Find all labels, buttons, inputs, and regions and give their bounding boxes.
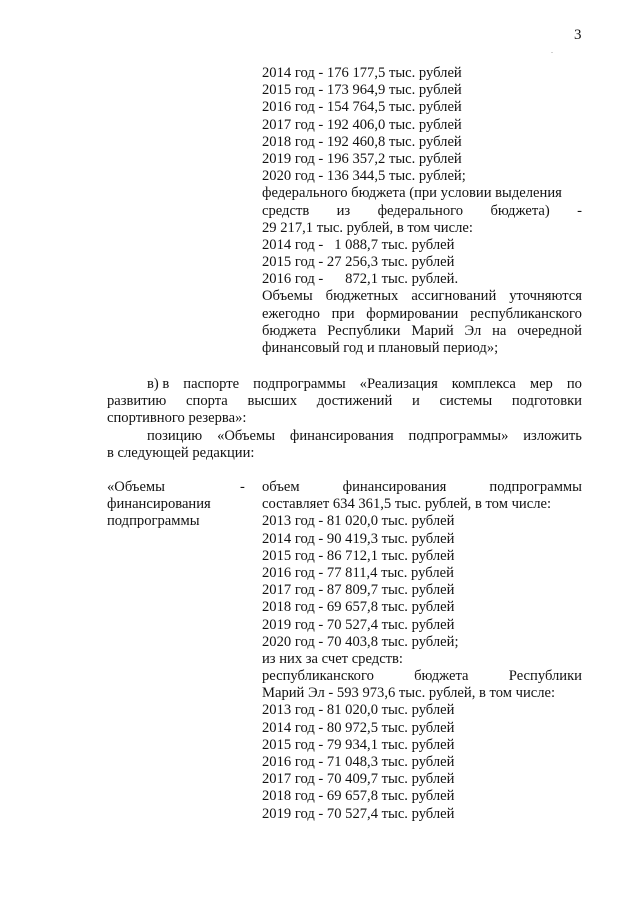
instruction-line-3: спортивного резерва»: xyxy=(107,410,247,427)
word: из xyxy=(336,202,351,219)
word: «Объемы xyxy=(217,427,276,444)
label-line: финансирования xyxy=(107,496,211,513)
federal-budget-line: федерального бюджета (при условии выделения xyxy=(262,185,562,202)
word: объем xyxy=(262,479,300,495)
word: подпрограммы xyxy=(489,479,582,495)
word: спорта xyxy=(186,393,228,410)
word: изложить xyxy=(523,427,582,444)
republican-year-line: 2015 год - 79 934,1 тыс. рублей xyxy=(262,736,455,753)
republican-year-line: 2013 год - 81 020,0 тыс. рублей xyxy=(262,702,455,719)
note-line xyxy=(262,288,582,305)
republican-year-line: 2016 год - 71 048,3 тыс. рублей xyxy=(262,754,455,770)
note-line xyxy=(262,323,582,340)
funding-volume-line xyxy=(262,479,582,496)
word: республиканского xyxy=(262,668,374,685)
total-year-line: 2013 год - 81 020,0 тыс. рублей xyxy=(262,513,455,530)
word: ассигнований xyxy=(411,288,497,305)
total-year-line: 2017 год - 87 809,7 тыс. рублей xyxy=(262,582,455,599)
position-label xyxy=(107,479,247,531)
total-years-list xyxy=(262,513,582,651)
instruction-line-5: в следующей редакции: xyxy=(107,444,255,461)
federal-year-line: 2016 год - 872,1 тыс. рублей. xyxy=(262,271,459,288)
word: очередной xyxy=(517,322,582,339)
word: Республики xyxy=(508,668,582,685)
word: при xyxy=(331,305,355,322)
sources-line: из них за счет средств: xyxy=(262,650,403,667)
word: средств xyxy=(262,202,310,219)
word: в) в xyxy=(147,376,170,392)
republican-year-line: 2018 год - 69 657,8 тыс. рублей xyxy=(262,788,455,805)
word: Объемы xyxy=(262,288,313,305)
label-dash: - xyxy=(240,479,245,495)
word: «Реализация xyxy=(359,376,438,392)
year-line: 2015 год - 173 964,9 тыс. рублей xyxy=(262,82,462,99)
year-line: 2014 год - 176 177,5 тыс. рублей xyxy=(262,65,462,81)
word: высших xyxy=(247,393,298,410)
republican-year-line: 2014 год - 80 972,5 тыс. рублей xyxy=(262,719,455,736)
republican-years-list xyxy=(262,65,582,185)
word: развитию xyxy=(107,393,167,410)
republican-budget-line xyxy=(262,668,582,685)
word: Марий xyxy=(411,322,454,339)
funding-values-block xyxy=(262,479,582,823)
label-line: «Объемы xyxy=(107,479,165,495)
allocation-note xyxy=(262,288,582,340)
word: комплекса xyxy=(451,376,516,392)
scan-mark: . xyxy=(551,46,553,55)
instruction-paragraph xyxy=(107,376,582,462)
top-funding-block xyxy=(262,65,582,357)
label-line: подпрограммы xyxy=(107,513,200,530)
word: бюджетных xyxy=(325,288,399,305)
word: мер xyxy=(529,376,553,392)
federal-total-line: 29 217,1 тыс. рублей, в том числе: xyxy=(262,219,473,236)
instruction-line-2 xyxy=(107,393,582,410)
funding-total-line: составляет 634 361,5 тыс. рублей, в том числе: xyxy=(262,496,552,513)
word: ежегодно xyxy=(262,305,320,322)
page-number: 3 xyxy=(574,27,582,43)
instruction-line-4 xyxy=(107,428,582,445)
year-line: 2020 год - 136 344,5 тыс. рублей; xyxy=(262,168,466,185)
word: бюджета) xyxy=(490,202,550,219)
word: республиканского xyxy=(470,305,582,322)
word: системы xyxy=(439,393,493,410)
word: достижений xyxy=(316,393,393,410)
total-year-line: 2019 год - 70 527,4 тыс. рублей xyxy=(262,616,455,633)
word: финансирования xyxy=(342,479,447,495)
word: Республики xyxy=(327,322,401,339)
word: подпрограммы xyxy=(253,376,346,392)
year-line: 2016 год - 154 764,5 тыс. рублей xyxy=(262,99,462,116)
republican-year-line: 2017 год - 70 409,7 тыс. рублей xyxy=(262,771,455,788)
year-line: 2019 год - 196 357,2 тыс. рублей xyxy=(262,150,462,167)
federal-year-line: 2015 год - 27 256,3 тыс. рублей xyxy=(262,254,455,271)
republican-years-list-2 xyxy=(262,702,582,822)
word: - xyxy=(577,202,582,219)
republican-total-line: Марий Эл - 593 973,6 тыс. рублей, в том числе: xyxy=(262,685,556,702)
word: федерального xyxy=(377,202,464,219)
word: на xyxy=(492,322,507,339)
federal-budget-line-2 xyxy=(262,203,582,220)
word: финансирования xyxy=(289,427,394,444)
total-year-line: 2014 год - 90 419,3 тыс. рублей xyxy=(262,530,455,547)
federal-years-list xyxy=(262,237,582,289)
total-year-line: 2018 год - 69 657,8 тыс. рублей xyxy=(262,599,455,616)
total-year-line: 2020 год - 70 403,8 тыс. рублей; xyxy=(262,633,459,650)
word: подпрограммы» xyxy=(408,427,509,444)
word: по xyxy=(566,376,582,392)
total-year-line: 2016 год - 77 811,4 тыс. рублей xyxy=(262,564,454,581)
year-line: 2018 год - 192 460,8 тыс. рублей xyxy=(262,133,462,150)
instruction-line-1 xyxy=(107,376,582,393)
word: уточняются xyxy=(509,288,582,305)
word: и xyxy=(411,393,420,410)
note-line xyxy=(262,306,582,323)
word: бюджета xyxy=(414,668,469,685)
word: Эл xyxy=(464,322,482,339)
federal-year-line: 2014 год - 1 088,7 тыс. рублей xyxy=(262,236,455,253)
total-year-line: 2015 год - 86 712,1 тыс. рублей xyxy=(262,547,455,564)
word: формировании xyxy=(366,305,459,322)
year-line: 2017 год - 192 406,0 тыс. рублей xyxy=(262,116,462,133)
allocation-note-last: финансовый год и плановый период»; xyxy=(262,340,499,356)
republican-year-line: 2019 год - 70 527,4 тыс. рублей xyxy=(262,805,455,822)
word: подготовки xyxy=(511,393,582,410)
word: позицию xyxy=(147,427,203,444)
word: паспорте xyxy=(183,376,240,392)
word: бюджета xyxy=(262,322,317,339)
